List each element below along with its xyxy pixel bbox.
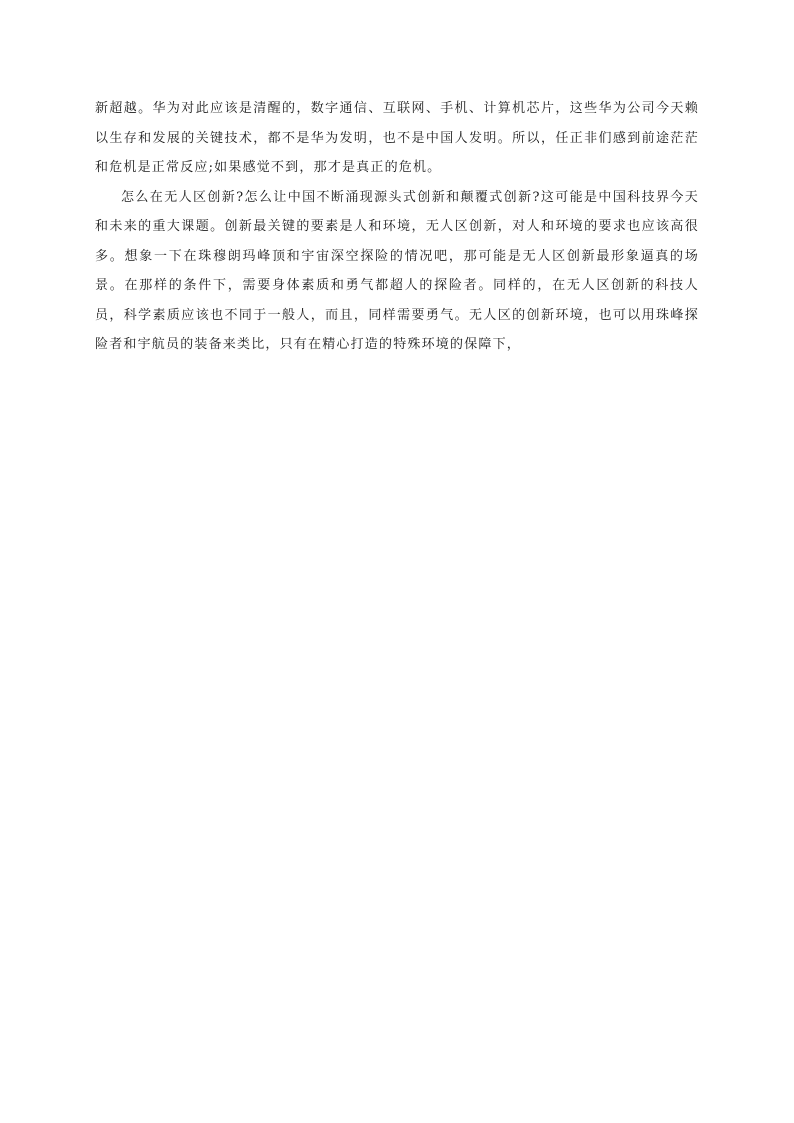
body-text	[95, 94, 699, 360]
paragraph-1: 新超越。华为对此应该是清醒的，数字通信、互联网、手机、计算机芯片，这些华为公司今天赖以生存和发展的关键技术，都不是华为发明，也不是中国人发明。所以，任正非们感到前途茫茫和危机是正常反应;如果感觉不到，那才是真正的危机。	[95, 101, 699, 175]
paragraph-2: 怎么在无人区创新?怎么让中国不断涌现源头式创新和颠覆式创新?这可能是中国科技界今天和未来的重大课题。创新最关键的要素是人和环境，无人区创新，对人和环境的要求也应该高很多。想象一下在珠穆朗玛峰顶和宇宙深空探险的情况吧，那可能是无人区创新最形象逼真的场景。在那样的条件下，需要身体素质和勇气都超人的探险者。同样的，在无人区创新的科技人员，科学素质应该也不同于一般人，而且，同样需要勇气。无人区的创新环境，也可以用珠峰探险者和宇航员的装备来类比，只有在精心打造的特殊环境的保障下，	[95, 189, 699, 352]
